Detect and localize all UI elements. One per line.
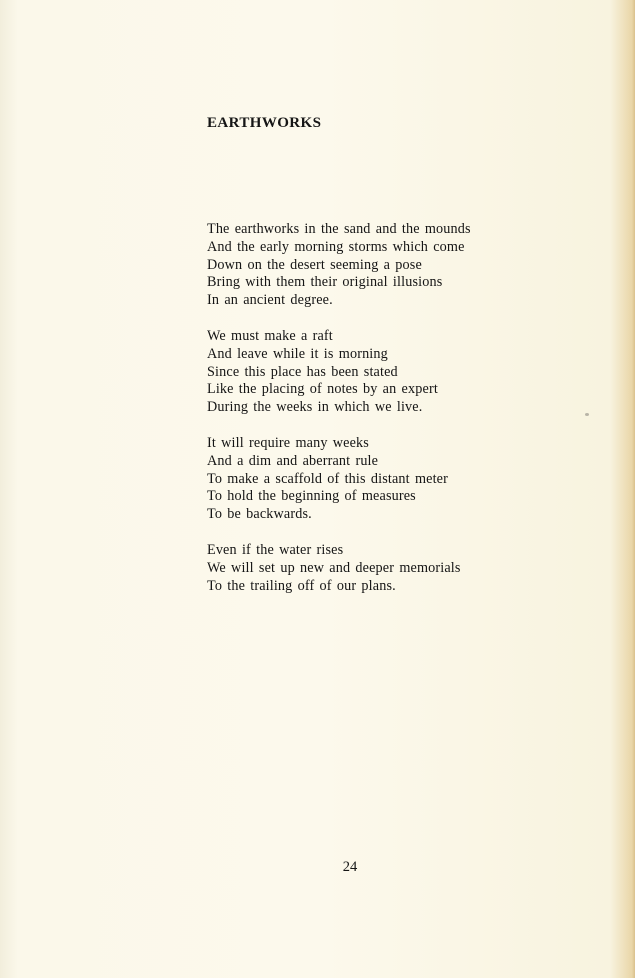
- poem-line: Like the placing of notes by an expert: [207, 381, 438, 398]
- stanza-3: [207, 435, 567, 524]
- poem-line: To the trailing off of our plans.: [207, 577, 396, 594]
- stanza-4: [207, 542, 567, 595]
- poem-line: Since this place has been stated: [207, 363, 398, 380]
- poem-line: During the weeks in which we live.: [207, 399, 423, 416]
- paper-speck: [585, 413, 589, 416]
- poem-line: And a dim and aberrant rule: [207, 452, 379, 469]
- poem-line: Down on the desert seeming a pose: [207, 256, 422, 273]
- stanza-1: [207, 221, 567, 310]
- poem-body: [207, 221, 567, 613]
- poem-line: We must make a raft: [207, 327, 333, 344]
- poem-line: The earthworks in the sand and the mounds: [207, 221, 471, 237]
- poem-line: It will require many weeks: [207, 434, 369, 451]
- poem-line: In an ancient degree.: [207, 292, 333, 309]
- poem-line: Bring with them their original illusions: [207, 274, 443, 291]
- poem-line: And the early morning storms which come: [207, 238, 465, 255]
- poem-title: EARTHWORKS: [207, 115, 322, 131]
- page-number: 24: [342, 859, 358, 875]
- poem-line: To make a scaffold of this distant meter: [207, 470, 448, 487]
- poem-line: To hold the beginning of measures: [207, 488, 416, 505]
- poem-line: To be backwards.: [207, 506, 312, 523]
- poem-line: And leave while it is morning: [207, 345, 388, 362]
- stanza-2: [207, 328, 567, 417]
- poem-line: Even if the water rises: [207, 541, 344, 558]
- poem-line: We will set up new and deeper memorials: [207, 559, 461, 576]
